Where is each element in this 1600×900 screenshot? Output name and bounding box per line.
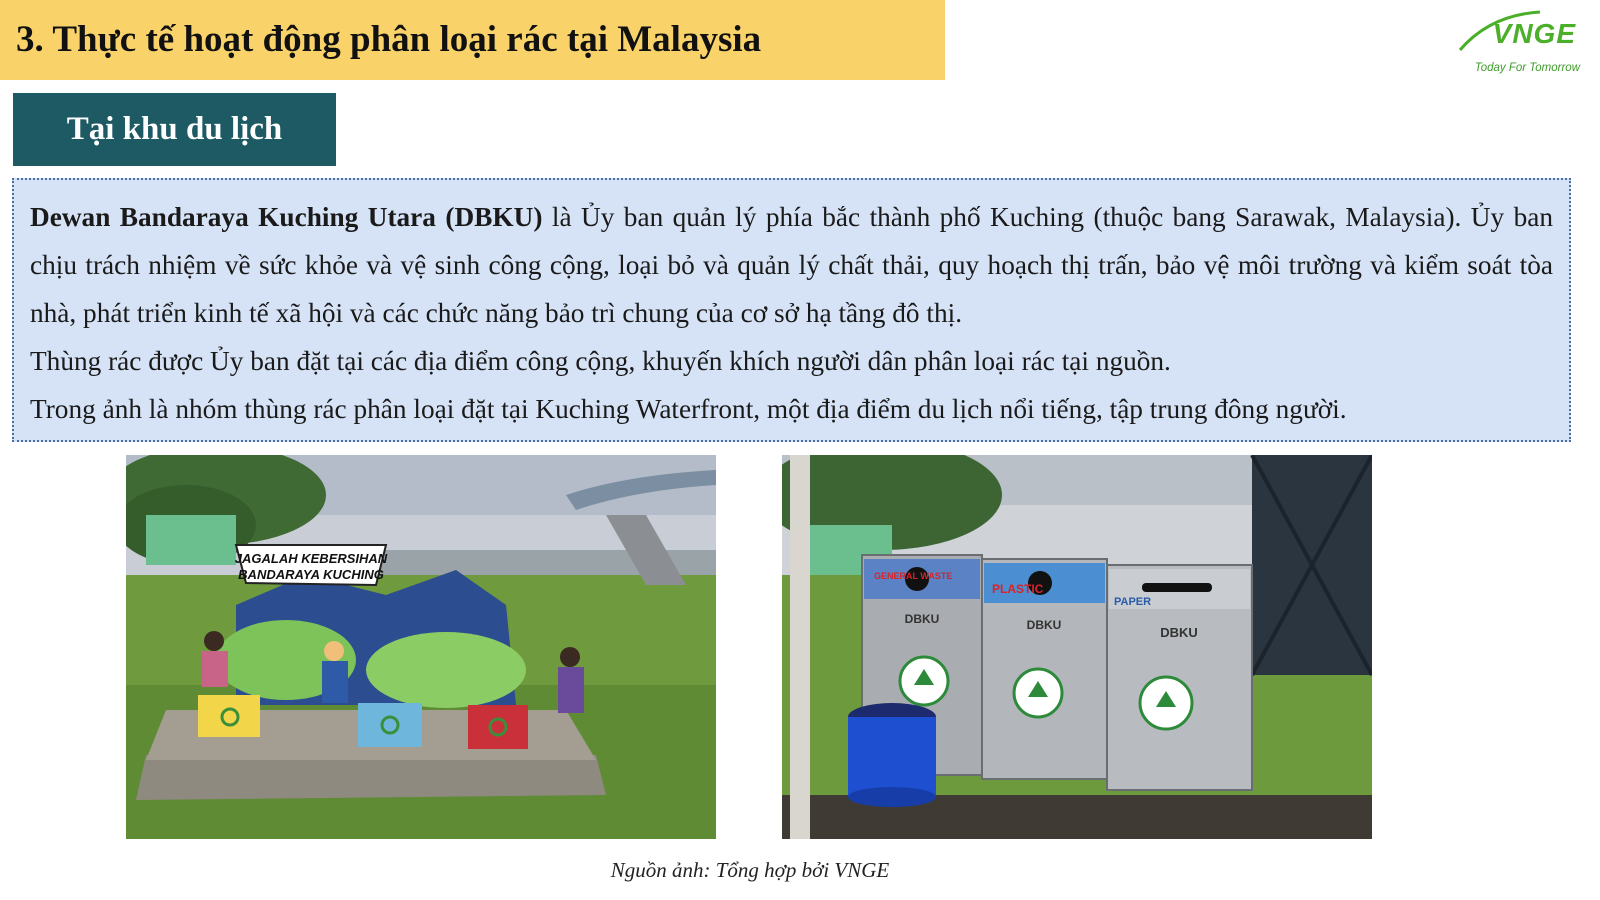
bin1-brand: DBKU — [904, 612, 940, 626]
paragraph-2: Thùng rác được Ủy ban đặt tại các địa điểm công cộng, khuyến khích người dân phân loại rác tại nguồn. — [30, 346, 1171, 376]
photo-dbku-bins — [782, 455, 1372, 839]
page-title: 3. Thực tế hoạt động phân loại rác tại Malaysia — [16, 19, 762, 60]
bin3-label: PAPER — [1114, 596, 1152, 608]
bin2-label: PLASTIC — [992, 582, 1044, 596]
logo-tagline: Today For Tomorrow — [1474, 62, 1580, 74]
photo-recycling-display — [126, 455, 716, 839]
section-label-text: Tại khu du lịch — [66, 111, 283, 147]
description-box — [12, 178, 1571, 442]
paragraph-1-text: là Ủy ban quản lý phía bắc thành phố Kuching (thuộc bang Sarawak, Malaysia). Ủy ban chịu trách nhiệm về sức khỏe và vệ sinh công cộng, loại bỏ và quản lý chất thải, quy hoạch thị trấn, bảo vệ môi trường và kiểm soát tòa nhà, phát triển kinh tế xã hội và các chức năng bảo trì chung của cơ sở hạ tầng đô thị. — [30, 202, 1553, 328]
vnge-logo — [1430, 10, 1580, 76]
section-label — [13, 93, 336, 166]
sign-line-1: JAGALAH KEBERSIHAN — [234, 551, 388, 566]
bin2-brand: DBKU — [1026, 618, 1062, 632]
paragraph-1-bold-lead: Dewan Bandaraya Kuching Utara (DBKU) — [30, 202, 543, 232]
paragraph-3: Trong ảnh là nhóm thùng rác phân loại đặt tại Kuching Waterfront, một địa điểm du lịch nổi tiếng, tập trung đông người. — [30, 394, 1347, 424]
sign-line-2: BANDARAYA KUCHING — [238, 567, 384, 582]
image-source-caption: Nguồn ảnh: Tổng hợp bởi VNGE — [610, 858, 890, 882]
logo-wordmark: VNGE — [1492, 18, 1576, 49]
paragraph-1 — [30, 193, 1553, 337]
bin3-brand: DBKU — [1160, 625, 1198, 640]
bin1-label: GENERAL WASTE — [874, 571, 953, 581]
title-bar — [0, 0, 945, 80]
